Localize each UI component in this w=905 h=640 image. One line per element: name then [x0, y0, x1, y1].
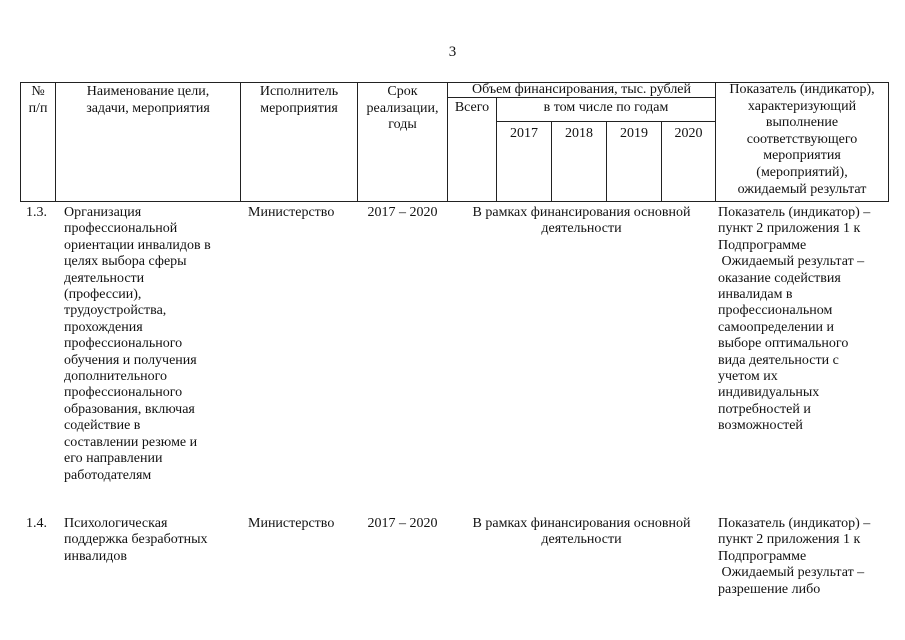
table-right-border [888, 82, 889, 202]
header-funding: Объем финансирования, тыс. рублей [471, 82, 692, 97]
header-year-2017: 2017 [510, 126, 538, 141]
row-1-4-num: 1.4. [26, 516, 47, 531]
header-year-2018: 2018 [565, 126, 593, 141]
row-1-4-term: 2017 – 2020 [367, 516, 438, 531]
row-1-3-name: Организация профессиональной ориентации инвалидов в целях выбора сферы деятельности (профессии), трудоустройства, прохождения профессионального обучения и получения дополнительного профессионального образования, включая содействие в составлении резюме и его направлении работодателям [64, 205, 211, 483]
row-1-3-indicator: Показатель (индикатор) – пункт 2 приложения 1 к Подпрограмме Ожидаемый результат – оказание содействия инвалидам в профессиональном самоопределении и выборе оптимального вида деятельности с учетом их индивидуальных потребностей и возможностей [718, 205, 871, 434]
header-name: Наименование цели, задачи, мероприятия [86, 84, 210, 116]
header-indicator: Показатель (индикатор), характеризующий выполнение соответствующего мероприятия (мероприятий), ожидаемый результат [729, 82, 875, 197]
header-bottom-border [20, 201, 889, 202]
row-1-3-term: 2017 – 2020 [367, 205, 438, 220]
row-1-4-funding: В рамках финансирования основной деятельности [472, 516, 691, 548]
row-1-4-executor: Министерство [248, 516, 335, 531]
header-term: Срок реализации, годы [366, 84, 439, 132]
header-executor: Исполнитель мероприятия [259, 84, 339, 116]
page-number: 3 [448, 44, 457, 60]
row-1-4-indicator: Показатель (индикатор) – пункт 2 приложения 1 к Подпрограмме Ожидаемый результат – разрешение либо [718, 516, 871, 597]
row-1-4-name: Психологическая поддержка безработных инвалидов [64, 516, 208, 564]
header-year-2019: 2019 [620, 126, 648, 141]
row-1-3-num: 1.3. [26, 205, 47, 220]
header-year-2020: 2020 [674, 126, 703, 141]
row-1-3-executor: Министерство [248, 205, 335, 220]
header-num: № п/п [28, 84, 48, 116]
header-total: Всего [454, 100, 490, 115]
header-by-years: в том числе по годам [543, 100, 669, 115]
row-1-3-funding: В рамках финансирования основной деятельности [472, 205, 691, 237]
